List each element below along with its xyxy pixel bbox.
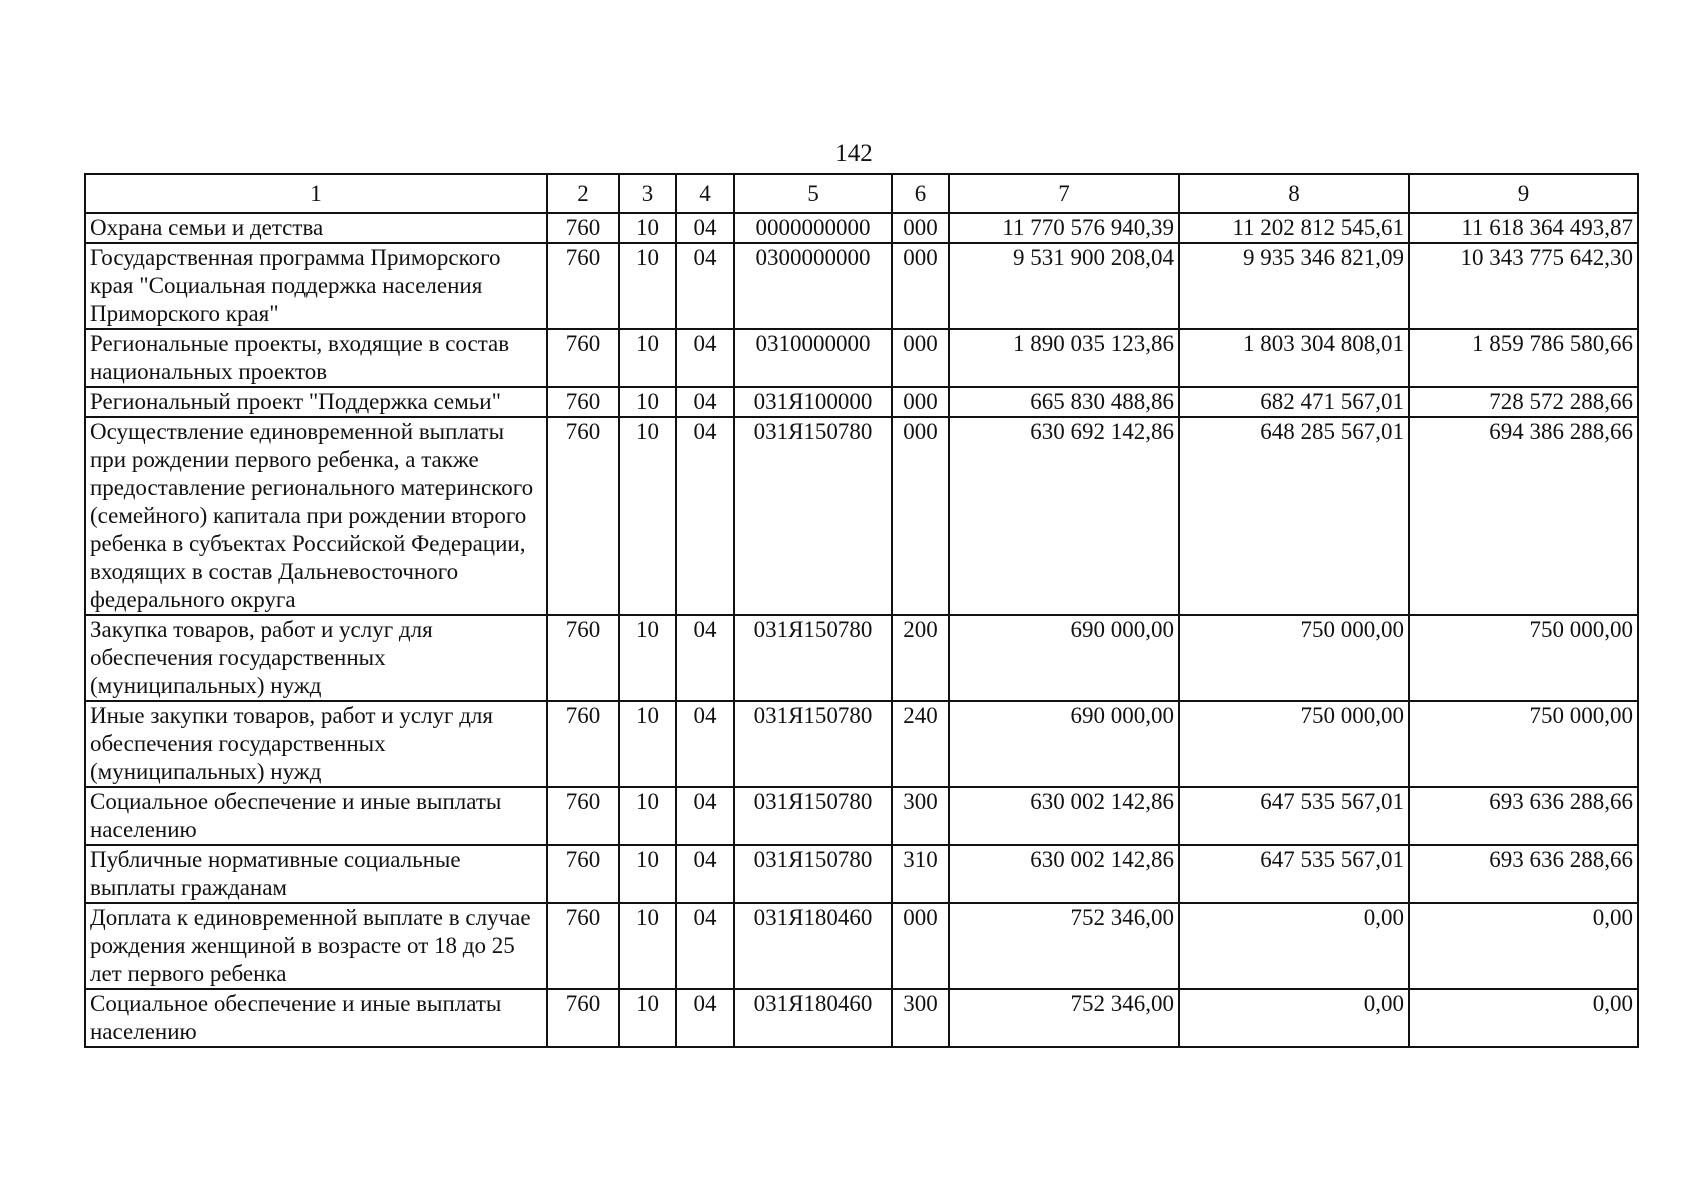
row-name: Государственная программа Приморского края "Социальная поддержка населения Приморского края" [85,243,547,329]
row-amount-7: 11 770 576 940,39 [949,213,1179,243]
row-target-code: 031Я150780 [734,845,892,903]
row-target-code: 031Я150780 [734,615,892,701]
row-amount-9: 0,00 [1409,903,1638,989]
column-number-8: 8 [1179,174,1409,213]
row-subsection-code: 04 [676,387,734,417]
row-name: Социальное обеспечение и иные выплаты населению [85,989,547,1047]
row-target-code: 031Я150780 [734,787,892,845]
row-amount-9: 0,00 [1409,989,1638,1047]
row-subsection-code: 04 [676,329,734,387]
row-subsection-code: 04 [676,903,734,989]
row-amount-7: 690 000,00 [949,701,1179,787]
row-subsection-code: 04 [676,989,734,1047]
row-amount-9: 1 859 786 580,66 [1409,329,1638,387]
page-number: 142 [835,140,873,167]
row-section-code: 10 [619,417,676,615]
row-ministry-code: 760 [547,903,619,989]
column-number-9: 9 [1409,174,1638,213]
table-row [85,845,1638,903]
row-ministry-code: 760 [547,329,619,387]
row-section-code: 10 [619,213,676,243]
row-expense-type-code: 300 [892,787,949,845]
table-row [85,903,1638,989]
row-amount-9: 693 636 288,66 [1409,845,1638,903]
row-amount-9: 694 386 288,66 [1409,417,1638,615]
row-expense-type-code: 310 [892,845,949,903]
row-subsection-code: 04 [676,845,734,903]
row-section-code: 10 [619,329,676,387]
row-subsection-code: 04 [676,701,734,787]
row-expense-type-code: 000 [892,903,949,989]
row-amount-7: 1 890 035 123,86 [949,329,1179,387]
row-amount-8: 11 202 812 545,61 [1179,213,1409,243]
row-amount-8: 750 000,00 [1179,701,1409,787]
row-amount-8: 0,00 [1179,903,1409,989]
table-row [85,701,1638,787]
row-ministry-code: 760 [547,787,619,845]
row-section-code: 10 [619,615,676,701]
row-amount-7: 752 346,00 [949,903,1179,989]
row-amount-8: 0,00 [1179,989,1409,1047]
row-name: Публичные нормативные социальные выплаты гражданам [85,845,547,903]
row-amount-8: 9 935 346 821,09 [1179,243,1409,329]
row-amount-8: 1 803 304 808,01 [1179,329,1409,387]
row-name: Региональные проекты, входящие в состав национальных проектов [85,329,547,387]
table-row [85,615,1638,701]
column-number-1: 1 [85,174,547,213]
row-name: Закупка товаров, работ и услуг для обеспечения государственных (муниципальных) нужд [85,615,547,701]
row-amount-7: 630 692 142,86 [949,417,1179,615]
row-subsection-code: 04 [676,243,734,329]
row-target-code: 031Я100000 [734,387,892,417]
row-name: Охрана семьи и детства [85,213,547,243]
row-amount-7: 690 000,00 [949,615,1179,701]
column-number-5: 5 [734,174,892,213]
row-expense-type-code: 000 [892,329,949,387]
row-amount-7: 9 531 900 208,04 [949,243,1179,329]
row-expense-type-code: 000 [892,387,949,417]
row-amount-8: 647 535 567,01 [1179,787,1409,845]
row-target-code: 031Я150780 [734,701,892,787]
row-amount-9: 750 000,00 [1409,615,1638,701]
row-subsection-code: 04 [676,417,734,615]
row-section-code: 10 [619,845,676,903]
row-ministry-code: 760 [547,615,619,701]
row-ministry-code: 760 [547,417,619,615]
row-name: Осуществление единовременной выплаты при рождении первого ребенка, а также предоставление регионального материнского (семейного) капитала при рождении второго ребенка в субъектах Российской Федерации, входящих в состав Дальневосточного федерального округа [85,417,547,615]
row-subsection-code: 04 [676,787,734,845]
row-ministry-code: 760 [547,989,619,1047]
row-amount-7: 630 002 142,86 [949,845,1179,903]
table-row [85,329,1638,387]
row-amount-8: 647 535 567,01 [1179,845,1409,903]
row-ministry-code: 760 [547,387,619,417]
row-name: Иные закупки товаров, работ и услуг для обеспечения государственных (муниципальных) нужд [85,701,547,787]
column-number-4: 4 [676,174,734,213]
table-row [85,787,1638,845]
row-ministry-code: 760 [547,845,619,903]
column-number-6: 6 [892,174,949,213]
row-ministry-code: 760 [547,243,619,329]
row-name: Социальное обеспечение и иные выплаты населению [85,787,547,845]
row-amount-9: 693 636 288,66 [1409,787,1638,845]
row-name: Региональный проект "Поддержка семьи" [85,387,547,417]
row-section-code: 10 [619,701,676,787]
column-number-7: 7 [949,174,1179,213]
row-expense-type-code: 300 [892,989,949,1047]
row-amount-8: 750 000,00 [1179,615,1409,701]
row-target-code: 0000000000 [734,213,892,243]
row-amount-9: 10 343 775 642,30 [1409,243,1638,329]
row-expense-type-code: 000 [892,417,949,615]
row-expense-type-code: 240 [892,701,949,787]
row-amount-7: 630 002 142,86 [949,787,1179,845]
row-subsection-code: 04 [676,213,734,243]
row-amount-8: 648 285 567,01 [1179,417,1409,615]
column-number-2: 2 [547,174,619,213]
row-expense-type-code: 000 [892,213,949,243]
row-amount-9: 750 000,00 [1409,701,1638,787]
table-row [85,417,1638,615]
row-expense-type-code: 000 [892,243,949,329]
row-ministry-code: 760 [547,213,619,243]
table-row [85,243,1638,329]
row-amount-8: 682 471 567,01 [1179,387,1409,417]
row-amount-9: 11 618 364 493,87 [1409,213,1638,243]
row-section-code: 10 [619,787,676,845]
table-row [85,387,1638,417]
row-ministry-code: 760 [547,701,619,787]
column-number-row [85,174,1638,213]
row-subsection-code: 04 [676,615,734,701]
row-target-code: 031Я180460 [734,989,892,1047]
row-target-code: 031Я150780 [734,417,892,615]
column-number-3: 3 [619,174,676,213]
row-target-code: 0300000000 [734,243,892,329]
table-row [85,989,1638,1047]
budget-table [84,173,1639,1048]
row-section-code: 10 [619,903,676,989]
row-amount-7: 752 346,00 [949,989,1179,1047]
row-target-code: 0310000000 [734,329,892,387]
row-target-code: 031Я180460 [734,903,892,989]
row-amount-9: 728 572 288,66 [1409,387,1638,417]
table-row [85,213,1638,243]
row-amount-7: 665 830 488,86 [949,387,1179,417]
row-section-code: 10 [619,989,676,1047]
row-section-code: 10 [619,387,676,417]
row-expense-type-code: 200 [892,615,949,701]
row-name: Доплата к единовременной выплате в случае рождения женщиной в возрасте от 18 до 25 лет первого ребенка [85,903,547,989]
row-section-code: 10 [619,243,676,329]
